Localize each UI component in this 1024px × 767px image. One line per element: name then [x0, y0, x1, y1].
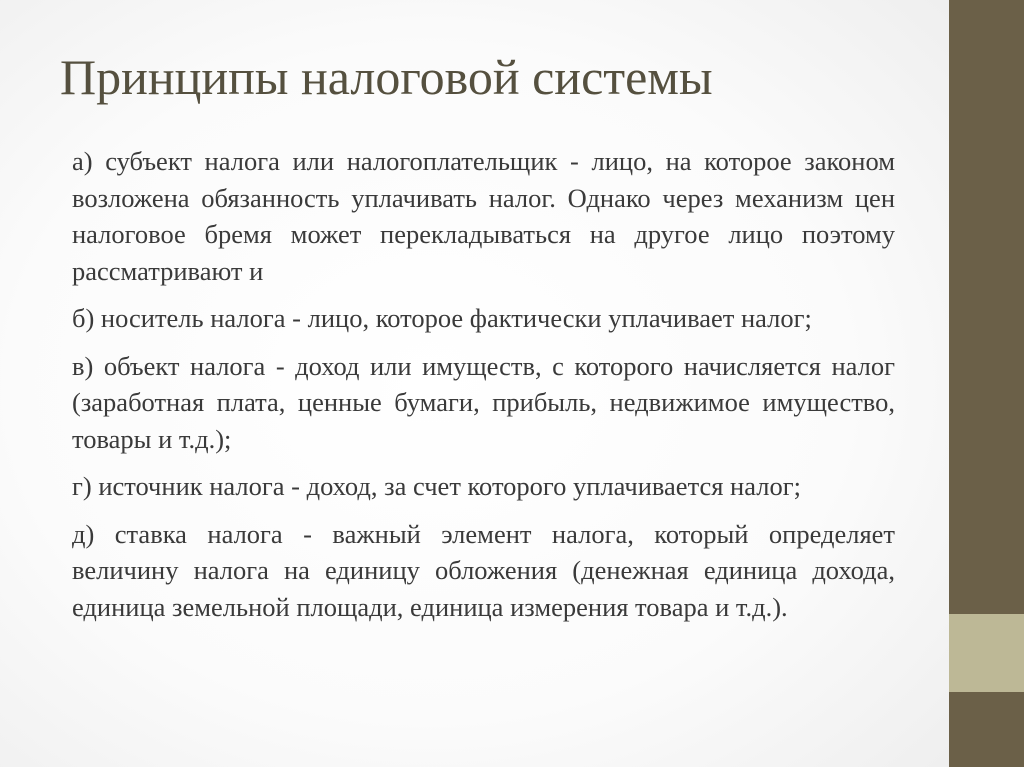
paragraph-subject: а) субъект налога или налогоплательщик - лицо, на которое законом возложена обязанность уплачивать налог. Однако через механизм цен налоговое бремя может перекладываться на другое лицо поэтому рассматривают и	[72, 146, 895, 286]
decorative-side-accent	[949, 614, 1024, 692]
slide-title: Принципы налоговой системы	[60, 49, 713, 105]
paragraph-source: г) источник налога - доход, за счет которого уплачивается налог;	[72, 471, 801, 501]
paragraph-object: в) объект налога - доход или имуществ, с которого начисляется налог (заработная плата, ценные бумаги, прибыль, недвижимое имущество, товары и т.д.);	[72, 350, 895, 454]
slide-body	[72, 143, 895, 636]
paragraph-bearer: б) носитель налога - лицо, которое фактически уплачивает налог;	[72, 303, 812, 333]
paragraph-rate: д) ставка налога - важный элемент налога, который определяет величину налога на единицу обложения (денежная единица дохода, единица земельной площади, единица измерения товара и т.д.).	[72, 518, 895, 622]
